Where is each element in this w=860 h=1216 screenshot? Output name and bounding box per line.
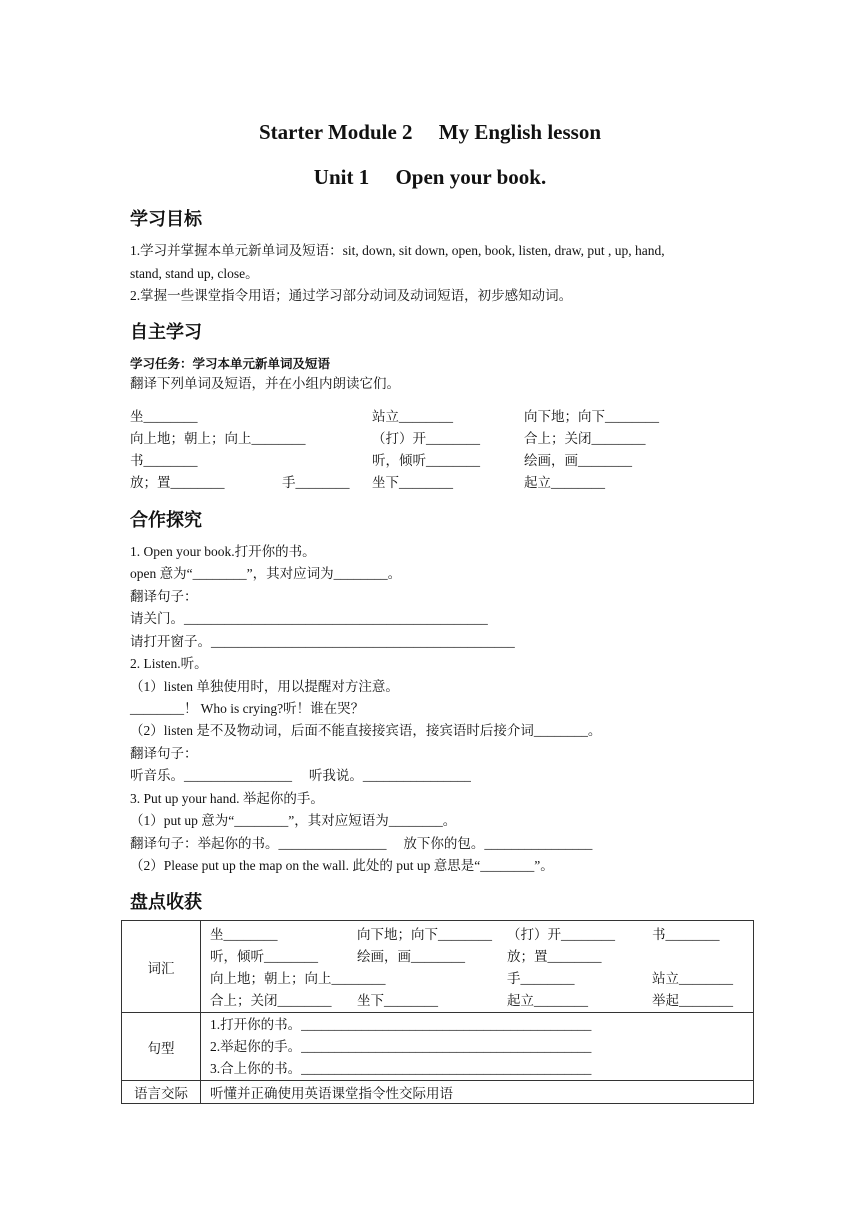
coop-line: 3. Put up your hand. 举起你的手。 — [130, 791, 324, 806]
comm-label: 语言交际 — [122, 1081, 201, 1104]
coop-line: （1）listen 单独使用时，用以提醒对方注意。 — [130, 679, 399, 694]
vocab-item: 书________ — [652, 927, 720, 942]
heading-cooperate: 合作探究 — [130, 510, 202, 531]
goal-line: 2.掌握一些课堂指令用语；通过学习部分动词及动词短语，初步感知动词。 — [130, 288, 573, 303]
vocab-item: 放；置________ — [507, 949, 602, 964]
word-item: 向下地；向下________ — [524, 409, 659, 424]
vocab-item: （打）开________ — [507, 927, 615, 942]
word-item: 听，倾听________ — [372, 453, 480, 468]
sentence-item: 3.合上你的书。___________________________________________ — [210, 1061, 592, 1076]
coop-line: 2. Listen.听。 — [130, 656, 208, 671]
coop-line: 请打开窗子。_____________________________________________ — [130, 634, 515, 649]
vocab-item: 向上地；朝上；向上________ — [210, 971, 386, 986]
vocab-cell — [201, 921, 754, 1013]
word-item: 绘画，画________ — [524, 453, 632, 468]
sentence-item: 1.打开你的书。___________________________________________ — [210, 1017, 592, 1032]
heading-self-study: 自主学习 — [130, 322, 202, 343]
coop-line: 翻译句子：举起你的书。________________ 放下你的包。________________ — [130, 836, 593, 851]
coop-line: 1. Open your book.打开你的书。 — [130, 544, 316, 559]
summary-row-vocab — [122, 921, 754, 1013]
word-item: 坐________ — [130, 409, 198, 424]
sentence-label: 句型 — [122, 1013, 201, 1081]
sentence-cell — [201, 1013, 754, 1081]
coop-line: 翻译句子： — [130, 589, 198, 604]
goal-line: 1.学习并掌握本单元新单词及短语：sit, down, sit down, open, book, listen, draw, put , up, hand, — [130, 243, 665, 258]
summary-row-comm — [122, 1081, 754, 1104]
vocab-item: 向下地；向下________ — [357, 927, 492, 942]
coop-line: open 意为“________”，其对应词为________。 — [130, 566, 402, 581]
comm-cell: 听懂并正确使用英语课堂指令性交际用语 — [201, 1081, 754, 1104]
word-item: 放；置________ — [130, 475, 225, 490]
summary-table — [121, 920, 754, 1104]
vocab-item: 合上；关闭________ — [210, 993, 332, 1008]
vocab-item: 手________ — [507, 971, 575, 986]
vocab-item: 起立________ — [507, 993, 588, 1008]
vocab-item: 坐________ — [210, 927, 278, 942]
heading-goals: 学习目标 — [130, 209, 202, 230]
word-item: 站立________ — [372, 409, 453, 424]
coop-line: 翻译句子： — [130, 746, 198, 761]
coop-line: ________！ Who is crying?听！谁在哭？ — [130, 701, 365, 716]
word-item: 合上；关闭________ — [524, 431, 646, 446]
vocab-label: 词汇 — [122, 921, 201, 1013]
summary-row-sentences — [122, 1013, 754, 1081]
coop-line: （2）Please put up the map on the wall. 此处的 put up 意思是“________”。 — [130, 858, 554, 873]
word-item: （打）开________ — [372, 431, 480, 446]
coop-line: （2）listen 是不及物动词，后面不能直接接宾语，接宾语时后接介词________。 — [130, 723, 602, 738]
vocab-item: 绘画，画________ — [357, 949, 465, 964]
vocab-item: 站立________ — [652, 971, 733, 986]
vocab-item: 坐下________ — [357, 993, 438, 1008]
sentence-item: 2.举起你的手。___________________________________________ — [210, 1039, 592, 1054]
word-item: 坐下________ — [372, 475, 453, 490]
goal-line: stand, stand up, close。 — [130, 266, 259, 281]
coop-line: 听音乐。________________ 听我说。________________ — [130, 768, 471, 783]
title-unit: Unit 1 Open your book. — [313, 165, 547, 189]
task-title: 学习任务：学习本单元新单词及短语 — [130, 356, 331, 371]
coop-line: （1）put up 意为“________”，其对应短语为________。 — [130, 813, 457, 828]
word-item: 书________ — [130, 453, 198, 468]
coop-line: 请关门。_____________________________________________ — [130, 611, 488, 626]
heading-summary: 盘点收获 — [130, 892, 202, 913]
word-item: 向上地；朝上；向上________ — [130, 431, 306, 446]
task-instruction: 翻译下列单词及短语，并在小组内朗读它们。 — [130, 376, 400, 391]
word-item: 起立________ — [524, 475, 605, 490]
vocab-item: 听，倾听________ — [210, 949, 318, 964]
word-item: 手________ — [282, 475, 350, 490]
title-module: Starter Module 2 My English lesson — [258, 120, 602, 144]
vocab-item: 举起________ — [652, 993, 733, 1008]
